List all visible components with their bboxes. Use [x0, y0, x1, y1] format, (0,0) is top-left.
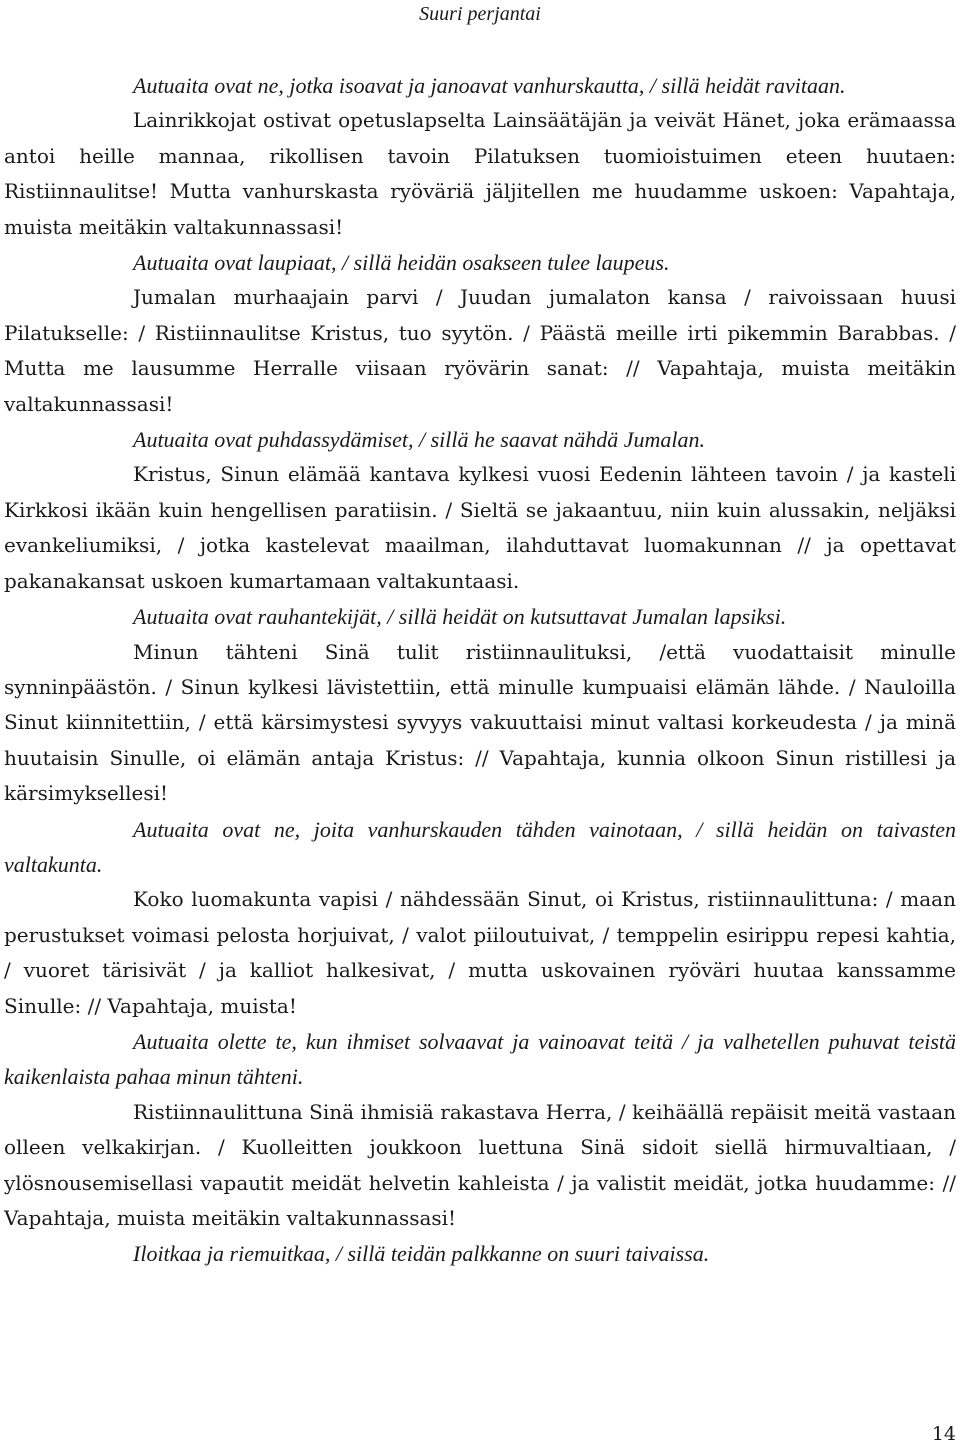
page-number: 14	[931, 1423, 956, 1445]
hymn-paragraph: Minun tähteni Sinä tulit ristiinnaulituksi, /että vuodattaisit minulle synninpäästön. / Sinun kylkesi lävistettiin, että minulle kumpuaisi elämän lähde. / Nauloilla Sinut kiinnitettiin, / että kärsimystesi syvyys vakuuttaisi minut valtasi korkeudesta / ja minä huutaisin Sinulle, oi elämän antaja Kristus: // Vapahtaja, kunnia olkoon Sinun ristillesi ja kärsimyksellesi!	[4, 639, 956, 806]
refrain-verse: Autuaita ovat puhdassydämiset, / sillä he saavat nähdä Jumalan.	[133, 427, 705, 453]
hymn-paragraph: Kristus, Sinun elämää kantava kylkesi vuosi Eedenin lähteen tavoin / ja kasteli Kirkkosi ikään kuin hengellisen paratiisin. / Sieltä se jakaantuu, niin kuin alussakin, neljäksi evankeliumiksi, / jotka kastelevat maailman, ilahduttavat luomakunnan // ja opettavat pakanakansat uskoen kumartamaan valtakuntaasi.	[4, 462, 956, 593]
running-header: Suuri perjantai	[419, 3, 541, 25]
refrain-verse: Iloitkaa ja riemuitkaa, / sillä teidän palkkanne on suuri taivaissa.	[133, 1241, 710, 1267]
refrain-verse: Autuaita ovat rauhantekijät, / sillä heidät on kutsuttavat Jumalan lapsiksi.	[133, 604, 787, 630]
hymn-paragraph: Lainrikkojat ostivat opetuslapselta Lainsäätäjän ja veivät Hänet, joka erämaassa antoi heille mannaa, rikollisen tavoin Pilatuksen tuomioistuimen eteen huutaen: Ristiinnaulitse! Mutta vanhurskasta ryöväriä jäljitellen me huudamme uskoen: Vapahtaja, muista meitäkin valtakunnassasi!	[4, 108, 956, 239]
refrain-verse: Autuaita ovat laupiaat, / sillä heidän osakseen tulee laupeus.	[133, 250, 670, 276]
refrain-verse: Autuaita ovat ne, jotka isoavat ja janoavat vanhurskautta, / sillä heidät ravitaan.	[133, 73, 846, 98]
hymn-paragraph: Koko luomakunta vapisi / nähdessään Sinut, oi Kristus, ristiinnaulittuna: / maan perustukset voimasi pelosta horjuivat, / valot piiloutuivat, / temppelin esirippu repesi kahtia, / vuoret tärisivät / ja kalliot halkesivat, / mutta uskovainen ryöväri huutaa kanssamme Sinulle: // Vapahtaja, muista!	[4, 887, 956, 1018]
hymn-paragraph: Jumalan murhaajain parvi / Juudan jumalaton kansa / raivoissaan huusi Pilatukselle: / Ristiinnaulitse Kristus, tuo syytön. / Päästä meille irti pikemmin Barabbas. / Mutta me lausumme Herralle viisaan ryövärin sanat: // Vapahtaja, muista meitäkin valtakunnassasi!	[4, 285, 956, 416]
hymn-paragraph: Ristiinnaulittuna Sinä ihmisiä rakastava Herra, / keihäällä repäisit meitä vastaan olleen velkakirjan. / Kuolleitten joukkoon luettuna Sinä sidoit siellä hirmuvaltiaan, / ylösnousemisellasi vapautit meidät helvetin kahleista / ja valistit meidät, jotka huudamme: // Vapahtaja, muista meitäkin valtakunnassasi!	[4, 1099, 956, 1230]
page-body	[4, 68, 956, 1272]
refrain-verse: Autuaita ovat ne, joita vanhurskauden tähden vainotaan, / sillä heidän on taivasten valtakunta.	[4, 816, 956, 877]
refrain-verse: Autuaita olette te, kun ihmiset solvaavat ja vainoavat teitä / ja valhetellen puhuvat teistä kaikenlaista pahaa minun tähteni.	[4, 1028, 956, 1090]
